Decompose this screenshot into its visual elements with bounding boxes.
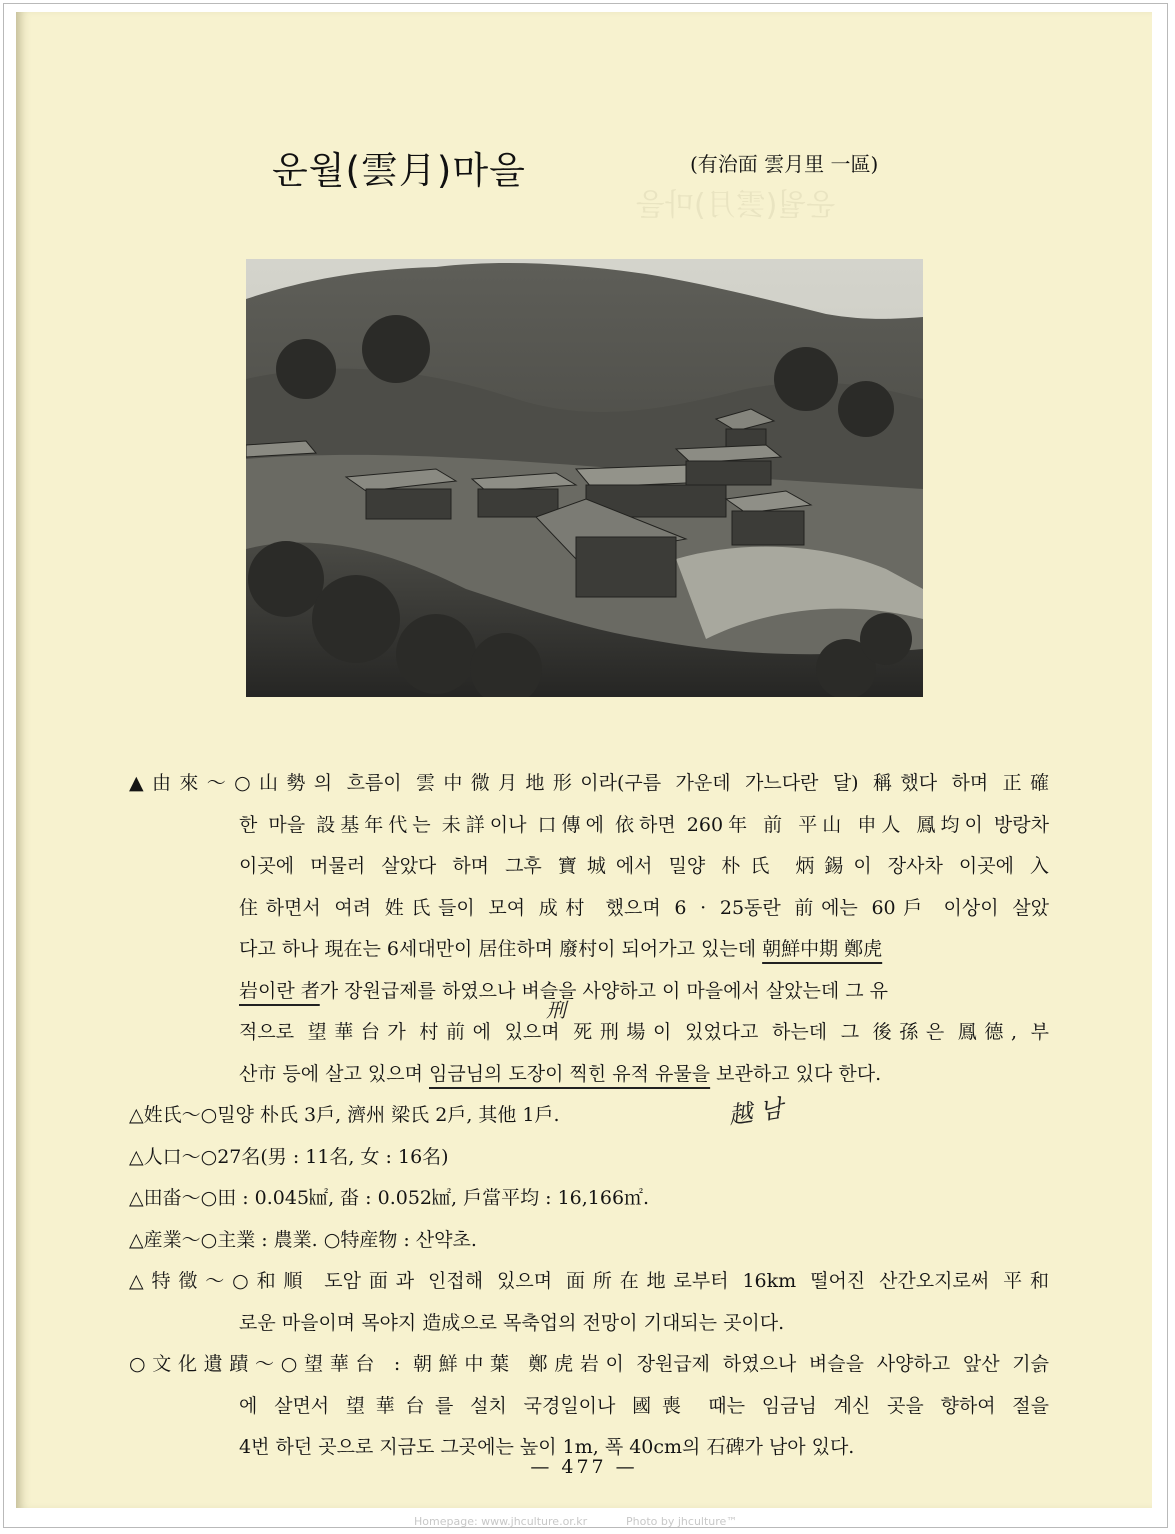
cultural-sites-line: 4번 하던 곳으로 지금도 그곳에는 높이 1m, 폭 40cm의 石碑가 남아 있다. bbox=[239, 1436, 855, 1458]
origin-line: 住하면서 여려 姓氏들이 모여 成村 했으며 6 · 25동란 前에는 60戶 이상이 살았 bbox=[239, 896, 1049, 919]
origin-line bbox=[129, 971, 1049, 1013]
body-text bbox=[129, 763, 1049, 1469]
page-subtitle: (有治面 雲月里 一區) bbox=[690, 152, 879, 176]
document-page bbox=[16, 12, 1152, 1508]
entry-industry: △産業～○主業 : 農業. ○特産物 : 산약초. bbox=[129, 1228, 477, 1251]
village-photo-image bbox=[246, 259, 923, 697]
underlined-text: 朝鮮中期 鄭虎 bbox=[762, 938, 883, 960]
underlined-text: 岩이란 者 bbox=[239, 979, 320, 1002]
page-title: 운월(雲月)마을 bbox=[272, 149, 526, 192]
entry-surnames: △姓氏～○밀양 朴氏 3戶, 濟州 梁氏 2戶, 其他 1戶. bbox=[129, 1104, 560, 1126]
page-number: — 477 — bbox=[530, 1456, 638, 1478]
origin-line: 한 마을 設基年代는 未詳이나 口傳에 依하면 260年 前 平山 申人 鳳均이 방랑차 bbox=[239, 813, 1049, 836]
handwritten-note: 越 남 bbox=[726, 1094, 785, 1130]
features-line: △特徵～○和順 도암面과 인접해 있으며 面所在地로부터 16km 떨어진 산간오지로써 平和 bbox=[129, 1270, 1049, 1292]
cultural-sites-line: 에 살면서 望華台를 설치 국경일이나 國喪 때는 임금님 계신 곳을 향하여 절을 bbox=[239, 1394, 1050, 1417]
origin-text: 다고 하나 現在는 6세대만이 居住하며 廢村이 되어가고 있는데 bbox=[239, 938, 763, 960]
village-photo bbox=[246, 259, 923, 697]
underlined-text: 임금님의 도장이 찍힌 유적 유물을 bbox=[429, 1062, 711, 1085]
origin-line: ▲由來～○山勢의 흐름이 雲中微月地形이라(구름 가운데 가느다란 달) 稱했다 하며 正確 bbox=[129, 772, 1049, 794]
entry-features bbox=[129, 1261, 1049, 1344]
cultural-sites-line: ○文化遺蹟～○望華台 : 朝鮮中葉 鄭虎岩이 장원급제 하였으나 벼슬을 사양하고 앞산 기슭 bbox=[129, 1353, 1049, 1375]
features-line: 로운 마을이며 목야지 造成으로 목축업의 전망이 기대되는 곳이다. bbox=[239, 1311, 785, 1334]
origin-line: 이곳에 머물러 살았다 하며 그후 寶城에서 밀양 朴氏 炳錫이 장사차 이곳에 入 bbox=[239, 855, 1049, 877]
origin-line bbox=[129, 1054, 1049, 1096]
origin-line bbox=[129, 929, 1049, 971]
origin-text: 가 장원급제를 하였으나 벼슬을 사양하고 이 마을에서 살았는데 그 유 bbox=[319, 979, 889, 1002]
origin-line: 적으로 望華台가 村前에 있으며 死刑場이 있었다고 하는데 그 後孫은 鳳德, 부 bbox=[239, 1021, 1049, 1043]
entry-population: △人口～○27名(男 : 11名, 女 : 16名) bbox=[129, 1145, 449, 1168]
handwritten-note: 刑 bbox=[546, 998, 566, 1022]
footer-homepage: Homepage: www.jhculture.or.kr bbox=[414, 1515, 588, 1528]
footer-photo-credit: Photo by jhculture™ bbox=[626, 1515, 738, 1528]
origin-text: 산市 등에 살고 있으며 bbox=[239, 1062, 429, 1085]
entry-origin bbox=[129, 763, 1049, 1095]
entry-farmland: △田畓～○田 : 0.045㎢, 畓 : 0.052㎢, 戶當平均 : 16,166㎡. bbox=[129, 1187, 650, 1209]
entry-cultural-sites bbox=[129, 1344, 1049, 1469]
origin-text: 보관하고 있다 한다. bbox=[710, 1062, 882, 1085]
bleed-through-text: 운월(雲月)마을 bbox=[636, 188, 836, 223]
